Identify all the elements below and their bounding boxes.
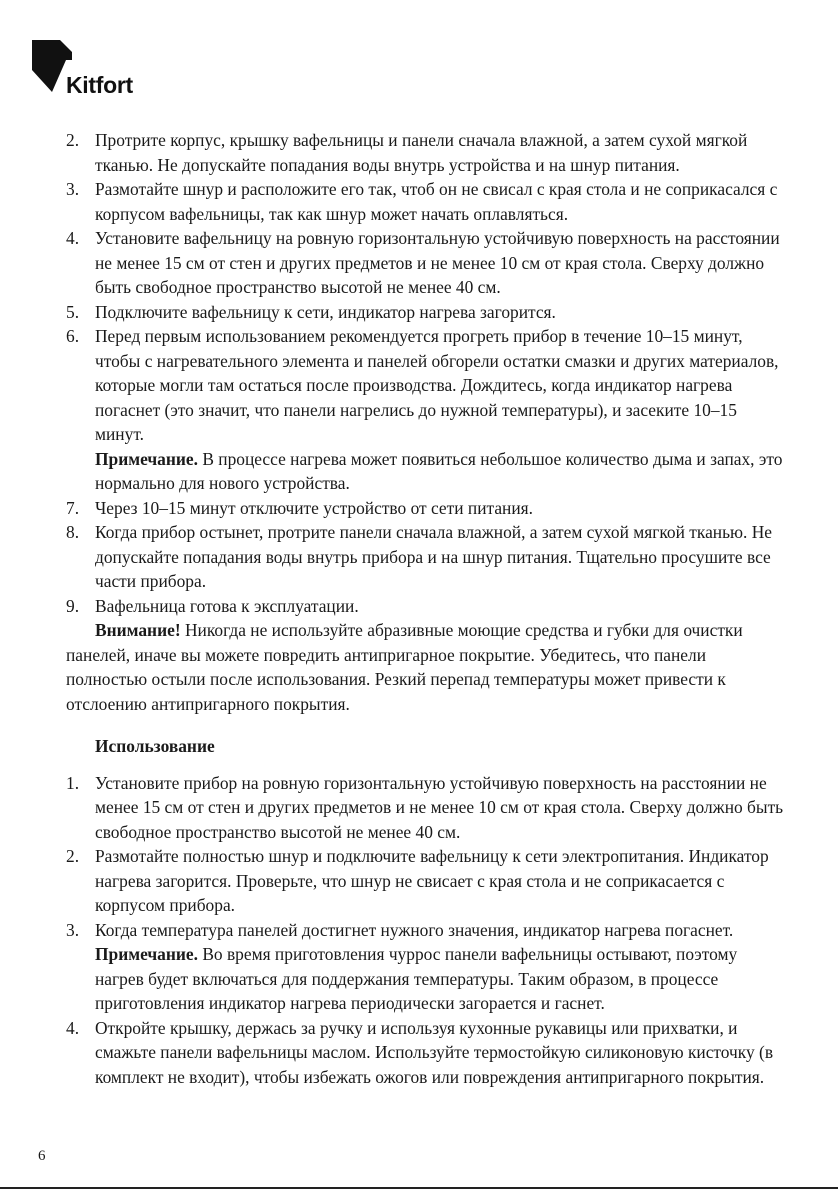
warning-text: Никогда не используйте абразивные моющие средства и губки для очистки панелей, иначе вы можете повредить антипригарное покрытие. Убедитесь, что панели полностью остыли после использования. Резкий перепад температуры может привести к отслоению антипригарного покрытия. [66,620,743,714]
page-number: 6 [38,1148,46,1164]
list-item [66,918,786,943]
item-text: Вафельница готова к эксплуатации. [95,595,359,616]
usage-steps-list-continued [66,1016,786,1090]
usage-steps-list [66,771,786,943]
note-label: Примечание. [95,448,198,469]
bottom-divider [0,1187,838,1189]
item-text: Через 10–15 минут отключите устройство от сети питания. [95,497,533,518]
note-paragraph [66,447,786,496]
item-number: 4. [66,1017,80,1038]
item-text: Подключите вафельницу к сети, индикатор нагрева загорится. [95,301,556,322]
item-number: 3. [66,179,80,199]
list-item [66,128,786,177]
list-item [66,771,786,845]
item-text: Когда температура панелей достигнет нужного значения, индикатор нагрева погаснет. [95,919,734,940]
list-item [66,324,786,447]
cleaning-steps-list [66,128,786,447]
section-heading: Использование [95,736,215,756]
item-text: Установите вафельницу на ровную горизонтальную устойчивую поверхность на расстоянии не менее 15 см от стен и других предметов и не менее 10 см от края стола. Сверху должно быть свободное пространство высотой не менее 40 см. [95,228,780,297]
brand-name: Kitfort [66,72,133,98]
item-number: 4. [66,228,80,248]
note-text: В процессе нагрева может появиться небольшое количество дыма и запах, это нормально для нового устройства. [95,448,783,493]
item-number: 8. [66,522,80,542]
item-number: 2. [66,130,80,150]
item-number: 7. [66,497,80,518]
note-label: Примечание. [95,944,198,964]
list-item [66,496,786,521]
list-item [66,1016,786,1090]
item-number: 1. [66,772,80,793]
document-body [66,128,786,1089]
item-text: Когда прибор остынет, протрите панели сначала влажной, а затем сухой мягкой тканью. Не допускайте попадания воды внутрь прибора и на шнур питания. Тщательно просушите все части прибора. [95,522,772,591]
item-number: 2. [66,846,80,866]
item-number: 5. [66,301,80,322]
item-text: Протрите корпус, крышку вафельницы и панели сначала влажной, а затем сухой мягкой тканью. Не допускайте попадания воды внутрь устройства и на шнур питания. [95,130,748,175]
cleaning-steps-list-continued [66,496,786,619]
item-number: 9. [66,595,80,616]
note-text: Во время приготовления чуррос панели вафельницы остывают, поэтому нагрев будет включаться для поддержания температуры. Таким образом, в процессе приготовления индикатор нагрева периодически загорается и гаснет. [95,944,738,1013]
list-item [66,300,786,325]
item-text: Размотайте шнур и расположите его так, чтоб он не свисал с края стола и не соприкасался с корпусом вафельницы, так как шнур может начать оплавляться. [95,179,778,224]
item-text: Установите прибор на ровную горизонтальную устойчивую поверхность на расстоянии не менее 15 см от стен и других предметов и не менее 10 см от края стола. Сверху должно быть свободное пространство высотой не менее 40 см. [95,772,784,842]
item-number: 3. [66,919,80,940]
list-item [66,226,786,300]
list-item [66,594,786,619]
warning-label: Внимание! [95,620,181,640]
note-paragraph [66,942,786,1016]
warning-paragraph [66,618,786,716]
item-text: Перед первым использованием рекомендуется прогреть прибор в течение 10–15 минут, чтобы с нагревательного элемента и панелей обгорели остатки смазки и других материалов, которые могли там остаться после производства. Дождитесь, когда индикатор нагрева погаснет (это значит, что панели нагрелись до нужной температуры), и засеките 10–15 минут. [95,326,779,444]
item-text: Размотайте полностью шнур и подключите вафельницу к сети электропитания. Индикатор нагрева загорится. Проверьте, что шнур не свисает с края стола и не соприкасается с корпусом прибора. [95,846,769,915]
list-item [66,844,786,918]
list-item [66,520,786,594]
item-number: 6. [66,326,80,346]
item-text: Откройте крышку, держась за ручку и используя кухонные рукавицы или прихватки, и смажьте панели вафельницы маслом. Используйте термостойкую силиконовую кисточку (в комплект не входит), чтобы избежать ожогов или повреждения антипригарного покрытия. [95,1017,774,1087]
list-item [66,177,786,226]
